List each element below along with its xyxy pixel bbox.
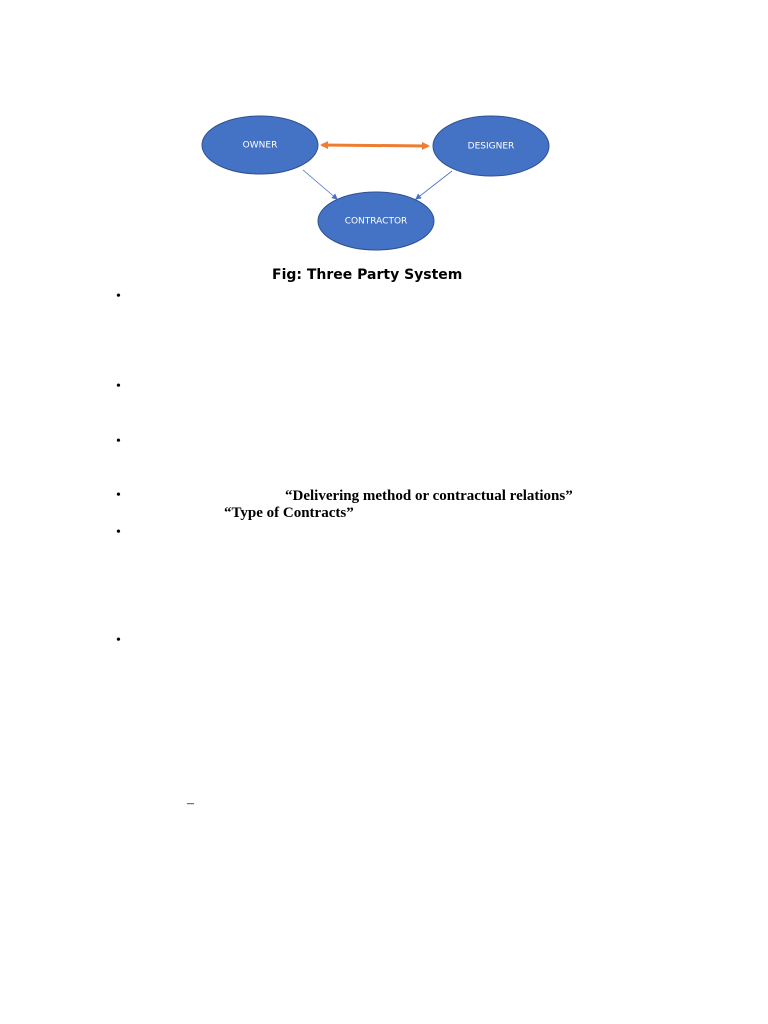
contractor-label: CONTRACTOR xyxy=(344,216,408,227)
owner-contractor-link xyxy=(303,170,337,199)
delivering-method-phrase: “Delivering method or contractual relations” xyxy=(285,488,573,504)
three-party-diagram xyxy=(0,0,768,270)
bullet-marker: • xyxy=(116,434,121,449)
dash-mark: – xyxy=(187,796,194,811)
bullet-marker: • xyxy=(116,289,121,304)
owner-node xyxy=(202,116,318,174)
bullet-marker: • xyxy=(116,488,121,503)
bullet-marker: • xyxy=(116,633,121,648)
type-of-contracts-phrase: “Type of Contracts” xyxy=(224,505,354,521)
bullet-marker: • xyxy=(116,525,121,540)
owner-label: OWNER xyxy=(242,140,278,151)
bullet-marker: • xyxy=(116,379,121,394)
designer-node xyxy=(433,116,549,176)
designer-contractor-link xyxy=(416,171,452,199)
owner-designer-arrow xyxy=(322,145,428,146)
designer-label: DESIGNER xyxy=(467,141,515,152)
figure-caption: Fig: Three Party System xyxy=(272,267,463,283)
contractor-node xyxy=(318,192,434,250)
